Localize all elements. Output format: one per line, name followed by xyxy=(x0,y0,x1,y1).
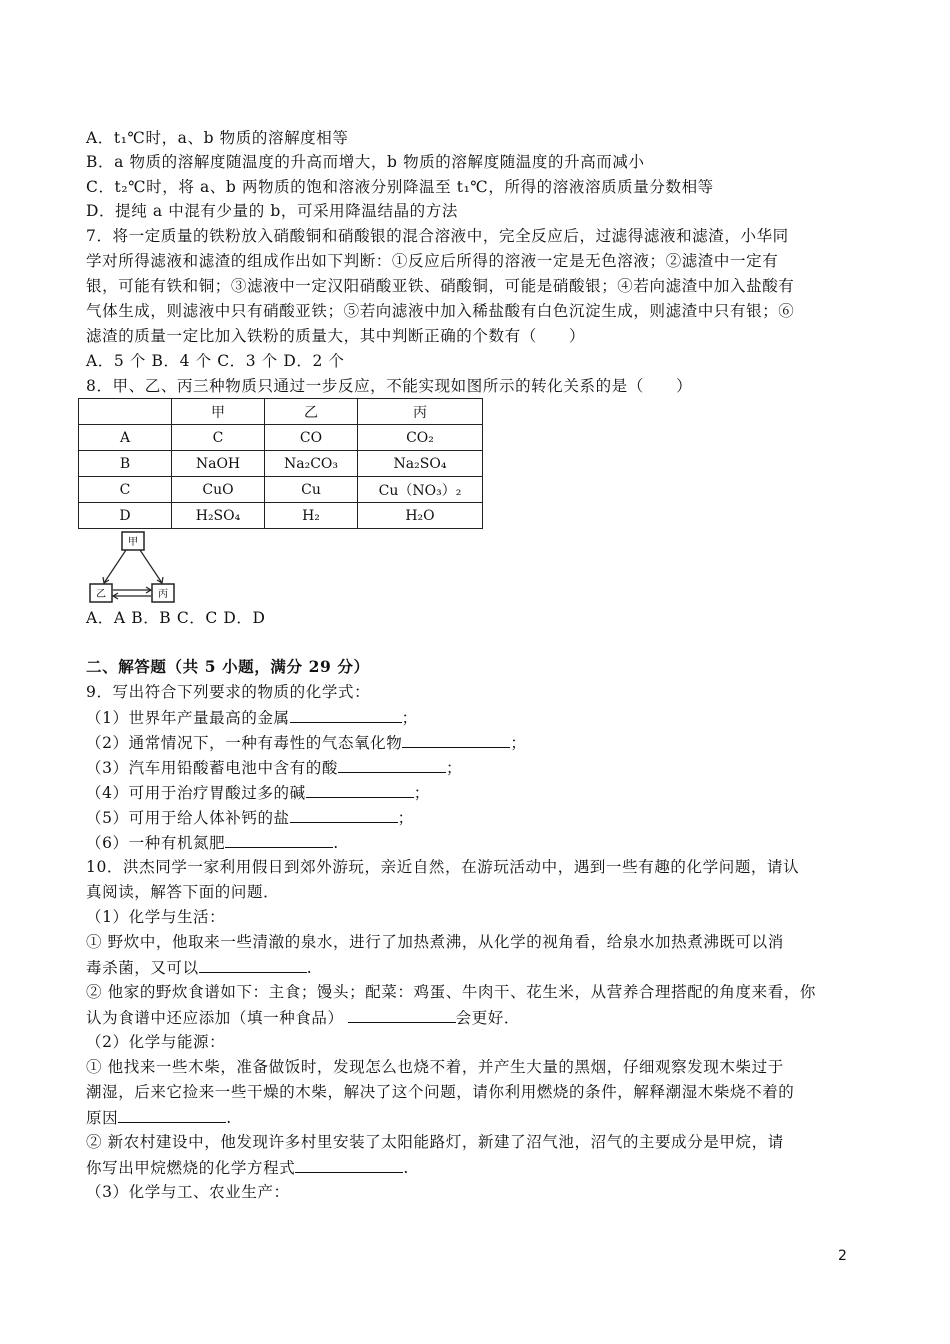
table-cell: CuO xyxy=(172,477,265,503)
section-heading: 二、解答题（共 5 小题，满分 29 分） xyxy=(86,657,370,676)
q6-option-b: B．a 物质的溶解度随温度的升高而增大，b 物质的溶解度随温度的升高而减小 xyxy=(86,153,645,171)
q9-item-5 xyxy=(86,805,414,830)
q9-item-end: . xyxy=(333,834,339,852)
q7-stem-line-3: 银，可能有铁和铜；③滤液中一定汉阳硝酸亚铁、硝酸铜，可能是硝酸银；④若向滤渣中加入盐酸有 xyxy=(86,277,795,295)
answer-blank[interactable] xyxy=(348,1005,456,1023)
q10-text-end: . xyxy=(403,1159,409,1177)
answer-blank[interactable] xyxy=(118,1105,226,1123)
q10-stem-line-1: 10．洪杰同学一家利用假日到郊外游玩，亲近自然，在游玩活动中，遇到一些有趣的化学问题，请认 xyxy=(86,858,800,876)
table-cell: H₂ xyxy=(265,503,358,529)
table-row xyxy=(79,425,483,451)
table-cell: C xyxy=(172,425,265,451)
diagram-label-jia: 甲 xyxy=(128,537,138,548)
q7-stem-line-2: 学对所得滤液和滤渣的组成作出如下判断：①反应后所得的溶液一定是无色溶液；②滤渣中一定有 xyxy=(86,252,779,270)
table-cell: Na₂CO₃ xyxy=(265,451,358,477)
table-cell: CO xyxy=(265,425,358,451)
q8-options-table xyxy=(78,398,483,529)
q10-part-3-heading: （3）化学与工、农业生产： xyxy=(86,1183,290,1201)
q10-text: 原因 xyxy=(86,1109,119,1127)
table-cell: NaOH xyxy=(172,451,265,477)
q9-item-1 xyxy=(86,705,418,730)
table-header-row xyxy=(79,399,483,425)
q9-item-end: ； xyxy=(413,784,430,802)
answer-blank[interactable] xyxy=(290,705,402,723)
answer-blank[interactable] xyxy=(402,730,510,748)
q9-item-text: （2）通常情况下，一种有毒性的气态氧化物 xyxy=(86,734,403,752)
table-cell: D xyxy=(79,503,172,529)
q10-part-1a-line-2 xyxy=(86,955,312,980)
page-number: 2 xyxy=(838,1248,847,1264)
answer-blank[interactable] xyxy=(338,755,446,773)
table-row xyxy=(79,477,483,503)
q8-stem: 8．甲、乙、丙三种物质只通过一步反应，不能实现如图所示的转化关系的是（ ） xyxy=(86,377,693,395)
q9-item-end: ； xyxy=(397,809,414,827)
q9-item-3 xyxy=(86,755,462,780)
answer-blank[interactable] xyxy=(295,1155,403,1173)
q9-item-end: ； xyxy=(510,734,527,752)
table-cell: B xyxy=(79,451,172,477)
table-header-cell: 丙 xyxy=(358,399,483,425)
q10-text: 你写出甲烷燃烧的化学方程式 xyxy=(86,1159,296,1177)
conversion-diagram xyxy=(86,528,186,606)
q10-part-2a-line-3 xyxy=(86,1105,232,1130)
q10-part-2a-line-2: 潮湿，后来它捡来一些干燥的木柴，解决了这个问题，请你利用燃烧的条件，解释潮湿木柴烧不着的 xyxy=(86,1083,795,1101)
q10-part-1b-line-1: ② 他家的野炊食谱如下：主食；馒头；配菜：鸡蛋、牛肉干、花生米，从营养合理搭配的角度来看，你 xyxy=(86,983,817,1001)
table-header-cell: 甲 xyxy=(172,399,265,425)
q7-stem-line-5: 滤渣的质量一定比加入铁粉的质量大，其中判断正确的个数有（ ） xyxy=(86,327,586,345)
table-cell: CO₂ xyxy=(358,425,483,451)
q10-stem-line-2: 真阅读，解答下面的问题． xyxy=(86,883,280,901)
q10-text: 认为食谱中还应添加（填一种食品） xyxy=(86,1009,344,1027)
table-cell: Na₂SO₄ xyxy=(358,451,483,477)
q6-option-d: D．提纯 a 中混有少量的 b，可采用降温结晶的方法 xyxy=(86,202,458,220)
table-cell: Cu（NO₃）₂ xyxy=(358,477,483,503)
q10-part-1a-line-1: ① 野炊中，他取来一些清澈的泉水，进行了加热煮沸，从化学的视角看，给泉水加热煮沸既可以消 xyxy=(86,933,784,951)
arrow-jia-to-bing xyxy=(140,550,162,583)
q9-stem: 9．写出符合下列要求的物质的化学式： xyxy=(86,683,371,701)
q9-item-2 xyxy=(86,730,526,755)
q10-text-end: . xyxy=(226,1109,232,1127)
q9-item-end: ； xyxy=(445,759,463,777)
q7-stem-line-1: 7．将一定质量的铁粉放入硝酸铜和硝酸银的混合溶液中，完全反应后，过滤得滤液和滤渣，小华同 xyxy=(86,227,789,245)
q10-part-2a-line-1: ① 他找来一些木柴，准备做饭时，发现怎么也烧不着，并产生大量的黑烟，仔细观察发现木柴过于 xyxy=(86,1058,784,1076)
answer-blank[interactable] xyxy=(290,805,398,823)
q10-text-end: . xyxy=(306,959,313,977)
q9-item-text: （3）汽车用铅酸蓄电池中含有的酸 xyxy=(86,759,338,777)
arrow-jia-to-yi xyxy=(104,550,126,583)
answer-blank[interactable] xyxy=(199,955,307,973)
answer-blank[interactable] xyxy=(225,830,333,848)
q10-part-2b-line-1: ② 新农村建设中，他发现许多村里安装了太阳能路灯，新建了沼气池，沼气的主要成分是甲烷，请 xyxy=(86,1133,784,1151)
q10-part-1b-line-2 xyxy=(86,1005,520,1030)
q8-options: A．A B．B C．C D．D xyxy=(86,609,266,627)
q6-option-a: A．t₁℃时，a、b 物质的溶解度相等 xyxy=(86,129,349,147)
table-cell: A xyxy=(79,425,172,451)
table-cell: H₂SO₄ xyxy=(172,503,265,529)
q10-part-1-heading: （1）化学与生活： xyxy=(86,908,226,926)
diagram-label-bing: 丙 xyxy=(158,589,168,600)
q10-part-2b-line-2 xyxy=(86,1155,409,1180)
q9-item-text: （4）可用于治疗胃酸过多的碱 xyxy=(86,784,306,802)
q10-part-2-heading: （2）化学与能源： xyxy=(86,1033,226,1051)
table-header-cell: 乙 xyxy=(265,399,358,425)
q7-stem-line-4: 气体生成，则滤液中只有硝酸亚铁；⑤若向滤液中加入稀盐酸有白色沉淀生成，则滤渣中只有银；⑥ xyxy=(86,302,795,320)
q9-item-text: （6）一种有机氮肥 xyxy=(86,834,226,852)
q9-item-4 xyxy=(86,780,430,805)
q7-options: A．5 个 B．4 个 C．3 个 D．2 个 xyxy=(86,352,345,370)
q9-item-text: （5）可用于给人体补钙的盐 xyxy=(86,809,290,827)
table-row xyxy=(79,503,483,529)
table-cell: H₂O xyxy=(358,503,483,529)
q10-text: 毒杀菌，又可以 xyxy=(86,959,199,977)
q9-item-6 xyxy=(86,830,339,855)
table-header-cell xyxy=(79,399,172,425)
q10-text-end: 会更好． xyxy=(455,1009,521,1027)
diagram-label-yi: 乙 xyxy=(96,589,106,600)
table-row xyxy=(79,451,483,477)
q9-item-end: ； xyxy=(401,709,418,727)
q9-item-text: （1）世界年产量最高的金属 xyxy=(86,709,290,727)
table-cell: C xyxy=(79,477,172,503)
table-cell: Cu xyxy=(265,477,358,503)
answer-blank[interactable] xyxy=(306,780,414,798)
q6-option-c: C．t₂℃时，将 a、b 两物质的饱和溶液分别降温至 t₁℃，所得的溶液溶质质量分数相等 xyxy=(86,178,714,196)
